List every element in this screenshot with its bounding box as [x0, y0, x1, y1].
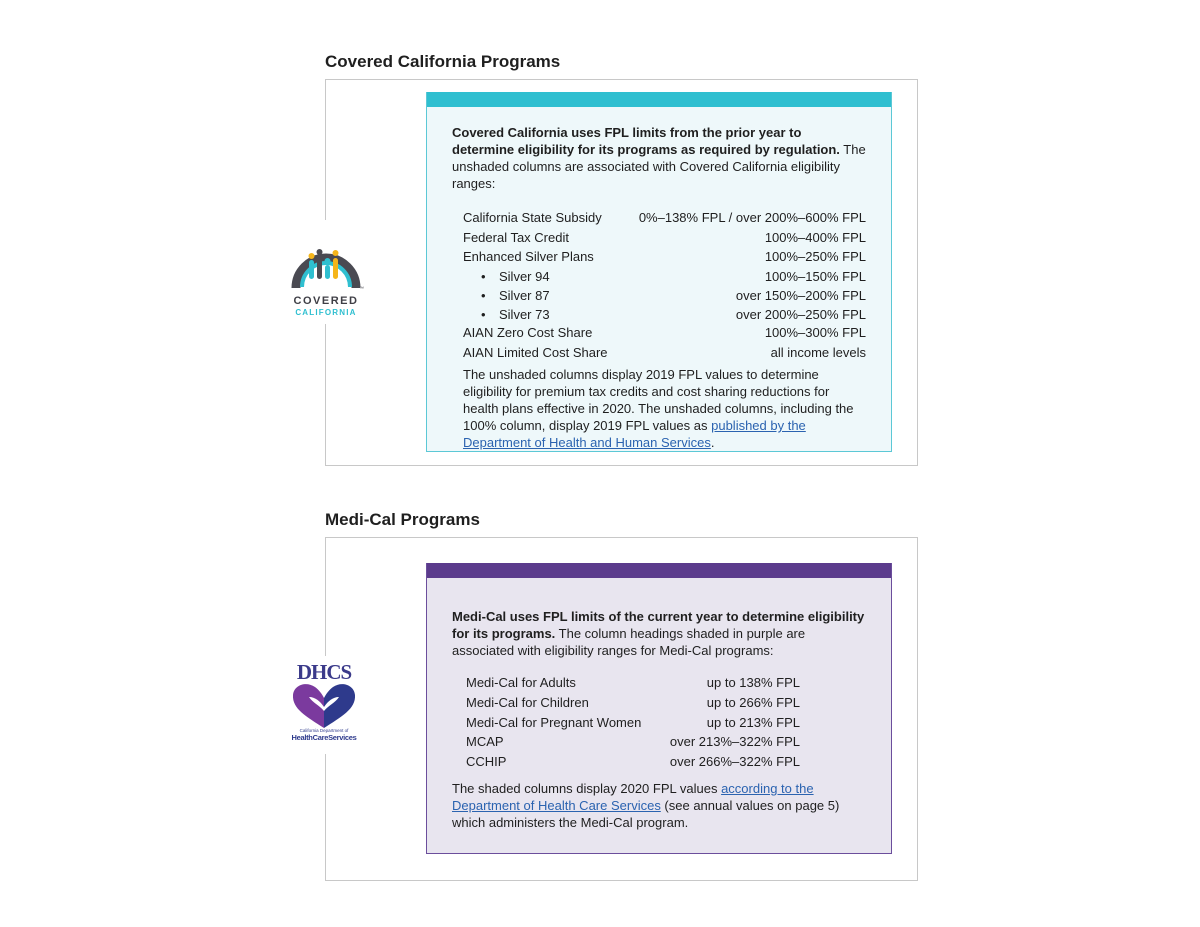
medi-cal-panel	[426, 563, 892, 854]
program-label: Medi-Cal for Pregnant Women	[466, 714, 642, 730]
note-text: The unshaded columns display 2019 FPL values to determine eligibility for premium tax credits and cost sharing reductions for health plans effective in 2020. The unshaded columns, including the 100% column, display 2019 FPL values as	[463, 367, 854, 434]
note-text: The shaded columns display 2020 FPL values	[452, 780, 722, 796]
dhcs-letters: DHCS	[296, 660, 352, 684]
medi-cal-program-list	[466, 673, 800, 772]
hhs-link[interactable]: published by the Department of Health and Human Services	[463, 418, 806, 451]
logo-word-california: CALIFORNIA	[295, 308, 357, 317]
covered-california-panel	[426, 92, 892, 452]
note-end: .	[710, 435, 715, 451]
medi-cal-note	[452, 780, 866, 831]
logo-word-covered: COVERED	[293, 295, 359, 307]
program-row	[463, 267, 866, 287]
program-range: all income levels	[770, 344, 866, 360]
covered-california-intro	[452, 124, 866, 192]
covered-california-intro-rest: The unshaded columns are associated with Covered California eligibility ranges:	[452, 142, 866, 191]
program-row	[463, 247, 866, 267]
program-row	[463, 208, 866, 228]
program-range: up to 266% FPL	[706, 694, 800, 710]
program-row	[466, 673, 800, 693]
dhcs-heart-logo-icon	[289, 681, 359, 729]
dhcs-tagline-line2: HealthCareServices	[291, 733, 357, 742]
covered-california-heading: Covered California Programs	[325, 52, 561, 71]
program-row	[463, 306, 866, 323]
program-label: • Silver 73	[481, 306, 550, 323]
program-range: over 150%–200% FPL	[735, 288, 866, 304]
program-label: CCHIP	[466, 754, 507, 770]
program-range: 0%–138% FPL / over 200%–600% FPL	[638, 210, 866, 225]
medi-cal-accent-bar	[427, 563, 891, 578]
program-range: 100%–150% FPL	[764, 268, 866, 284]
program-range: up to 213% FPL	[706, 714, 800, 730]
program-row	[463, 343, 866, 363]
trademark-mark: ™	[359, 286, 364, 292]
program-label: MCAP	[466, 734, 504, 750]
program-label: • Silver 87	[481, 286, 550, 306]
program-range: up to 138% FPL	[706, 675, 800, 690]
program-range: over 213%–322% FPL	[669, 734, 800, 750]
program-row	[463, 228, 866, 248]
dhcs-tagline-line1: California Department of	[299, 728, 349, 733]
program-range: 100%–250% FPL	[764, 249, 866, 265]
program-label: AIAN Zero Cost Share	[463, 324, 593, 340]
program-row	[466, 713, 800, 733]
covered-california-accent-bar	[427, 92, 891, 107]
program-range: 100%–300% FPL	[764, 324, 866, 340]
program-range: over 266%–322% FPL	[669, 754, 800, 770]
medi-cal-intro	[452, 608, 866, 659]
program-label: Federal Tax Credit	[463, 229, 569, 245]
medi-cal-heading: Medi-Cal Programs	[325, 510, 480, 529]
program-row	[466, 693, 800, 713]
covered-california-program-list	[463, 208, 866, 362]
program-label: California State Subsidy	[463, 210, 602, 225]
program-row	[466, 752, 800, 772]
covered-california-note	[463, 366, 866, 451]
medi-cal-intro-rest: The column headings shaded in purple are associated with eligibility ranges for Medi-Cal programs:	[452, 626, 806, 658]
program-label: Medi-Cal for Children	[466, 694, 589, 710]
program-range: over 200%–250% FPL	[735, 306, 866, 322]
program-range: 100%–400% FPL	[764, 229, 866, 245]
program-label: Medi-Cal for Adults	[466, 675, 576, 690]
program-label: AIAN Limited Cost Share	[463, 344, 608, 360]
program-label: • Silver 94	[481, 267, 550, 287]
dhcs-logo	[281, 656, 367, 754]
program-row	[466, 732, 800, 752]
program-row	[463, 323, 866, 343]
program-row	[463, 286, 866, 306]
program-label: Enhanced Silver Plans	[463, 249, 594, 265]
note-end: (see annual values on page 5) which administers the Medi-Cal program.	[452, 797, 840, 830]
dhcs-link[interactable]: according to the Department of Health Care Services	[452, 780, 814, 813]
covered-california-intro-bold: Covered California uses FPL limits from the prior year to determine eligibility for its programs as required by regulation.	[452, 125, 840, 157]
medi-cal-intro-bold: Medi-Cal uses FPL limits of the current year to determine eligibility for its programs.	[452, 609, 865, 641]
